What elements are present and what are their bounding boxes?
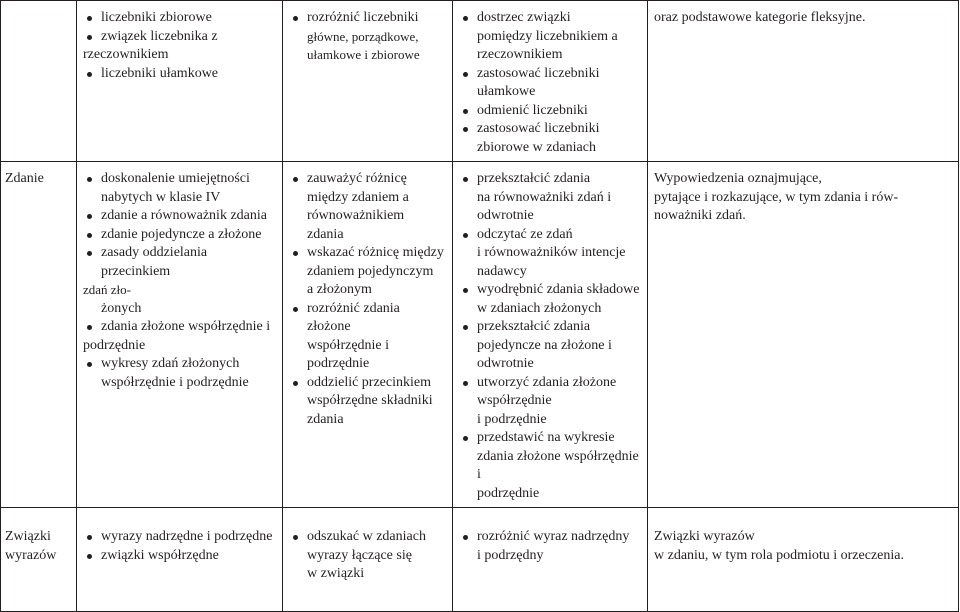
- content-cell: [77, 508, 283, 612]
- standards-cell: oraz podstawowe kategorie fleksyjne.: [648, 1, 959, 162]
- list-item: przedstawić na wykresie zdania złożone współrzędnie i podrzędnie: [459, 429, 641, 503]
- list-item: przekształcić zdania pojedyncze na złożone i odwrotnie: [459, 318, 641, 374]
- list-item: zdanie pojedyncze a złożone: [83, 226, 276, 245]
- table-row: [1, 1, 959, 162]
- skills-extended-cell: [453, 162, 648, 508]
- list-item: zastosować liczebniki zbiorowe w zdaniach: [459, 120, 641, 157]
- list-item: związek liczebnika z rzeczownikiem: [83, 28, 276, 65]
- table-row: [1, 508, 959, 612]
- skills-extended-cell: [453, 1, 648, 162]
- content-cell: [77, 162, 283, 508]
- list-item: rozróżnić wyraz nadrzędny i podrzędny: [459, 528, 641, 565]
- standards-cell: Związki wyrazów w zdaniu, w tym rola podmiotu i orzeczenia.: [648, 508, 959, 612]
- topic-cell: Zdanie: [1, 162, 77, 508]
- list-item: odczytać ze zdań i równoważników intencje nadawcy: [459, 226, 641, 282]
- list-item: zdania złożone współrzędnie i podrzędnie: [83, 318, 276, 355]
- list-item: związki współrzędne: [83, 547, 276, 566]
- list-item: zastosować liczebniki ułamkowe: [459, 65, 641, 102]
- list-item: wskazać różnicę między zdaniem pojedynczym a złożonym: [289, 244, 446, 300]
- list-item: zdanie a równoważnik zdania: [83, 207, 276, 226]
- list-item: zasady oddzielania przecinkiem zdań zło- żonych: [83, 244, 276, 318]
- standards-cell: Wypowiedzenia oznajmujące, pytające i rozkazujące, w tym zdania i rów- noważniki zdań.: [648, 162, 959, 508]
- list-item: dostrzec związki pomiędzy liczebnikiem a rzeczownikiem: [459, 9, 641, 65]
- list-item: wykresy zdań złożonych współrzędnie i podrzędnie: [83, 355, 276, 392]
- list-item: rozróżnić zdania złożone współrzędnie i podrzędnie: [289, 300, 446, 374]
- list-item: utworzyć zdania złożone współrzędnie i podrzędnie: [459, 374, 641, 430]
- table-row: [1, 162, 959, 508]
- list-item: liczebniki ułamkowe: [83, 65, 276, 84]
- list-item: wyrazy nadrzędne i podrzędne: [83, 528, 276, 547]
- list-item: odszukać w zdaniach wyrazy łączące się w związki: [289, 528, 446, 584]
- list-item: doskonalenie umiejętności nabytych w klasie IV: [83, 170, 276, 207]
- list-item: liczebniki zbiorowe: [83, 9, 276, 28]
- list-item: rozróżnić liczebniki główne, porządkowe, ułamkowe i zbiorowe: [289, 9, 446, 65]
- skills-extended-cell: [453, 508, 648, 612]
- skills-basic-cell: [283, 1, 453, 162]
- topic-cell: [1, 1, 77, 162]
- topic-cell: Związki wyrazów: [1, 508, 77, 612]
- list-item: zauważyć różnicę między zdaniem a równoważnikiem zdania: [289, 170, 446, 244]
- content-list: [83, 9, 276, 83]
- skills-basic-cell: [283, 508, 453, 612]
- list-item: odmienić liczebniki: [459, 102, 641, 121]
- skills-basic-cell: [283, 162, 453, 508]
- content-cell: [77, 1, 283, 162]
- list-item: wyodrębnić zdania składowe w zdaniach złożonych: [459, 281, 641, 318]
- list-item: oddzielić przecinkiem współrzędne składniki zdania: [289, 374, 446, 430]
- list-item: przekształcić zdania na równoważniki zdań i odwrotnie: [459, 170, 641, 226]
